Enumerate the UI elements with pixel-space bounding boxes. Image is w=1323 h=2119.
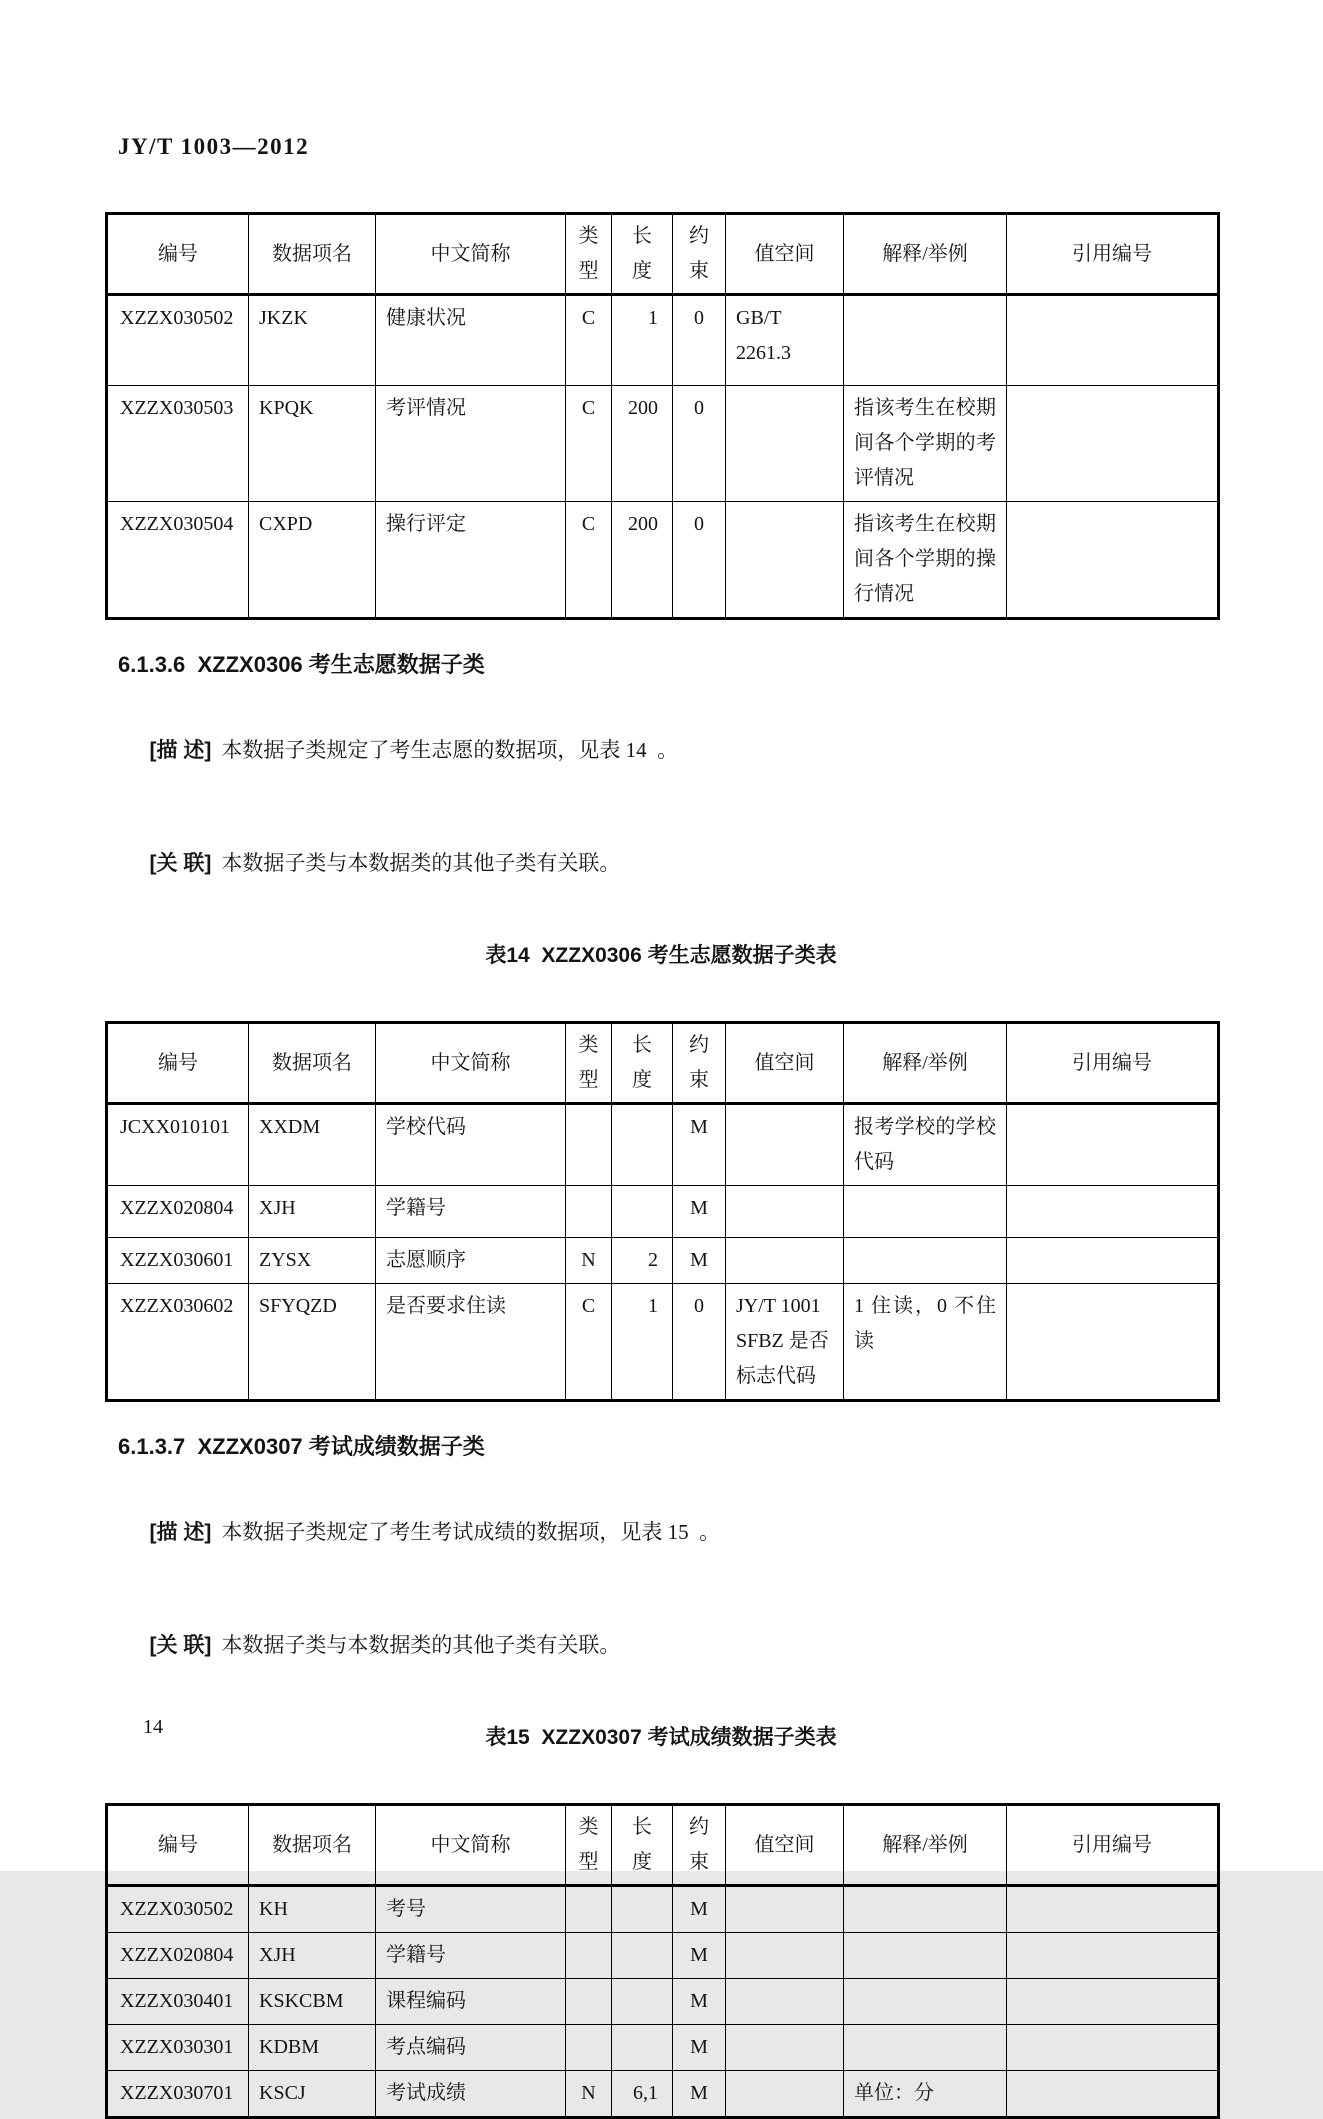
table-cell: 学籍号	[376, 1186, 566, 1238]
table-cell: 健康状况	[376, 295, 566, 386]
table-cell: C	[566, 295, 612, 386]
column-header: 约束	[673, 214, 726, 295]
table-cell	[844, 295, 1007, 386]
table-cell: 报考学校的学校代码	[844, 1104, 1007, 1186]
table-cell	[612, 1186, 673, 1238]
table-cell: JKZK	[249, 295, 376, 386]
table-cell: JCXX010101	[107, 1104, 249, 1186]
section-heading-6-1-3-6: 6.1.3.6 XZZX0306 考生志愿数据子类	[118, 652, 485, 677]
table-cell	[1007, 1104, 1219, 1186]
description-paragraph	[118, 697, 1217, 804]
column-header: 类型	[566, 1023, 612, 1104]
table-cell	[726, 1979, 844, 2025]
table-cell: XZZX030401	[107, 1979, 249, 2025]
table-row	[107, 2071, 1219, 2118]
table-cell	[612, 1933, 673, 1979]
table-row	[107, 1979, 1219, 2025]
table-cell: M	[673, 1886, 726, 1933]
table-15-title: 表15 XZZX0307 考试成绩数据子类表	[485, 1726, 837, 1750]
table-15	[105, 1803, 1220, 2119]
column-header: 值空间	[726, 1805, 844, 1886]
table-cell	[1007, 1186, 1219, 1238]
table-header-row	[107, 214, 1219, 295]
table-header-row	[107, 1023, 1219, 1104]
table-cell	[1007, 1979, 1219, 2025]
table-cell: ZYSX	[249, 1238, 376, 1284]
table-cell	[726, 1104, 844, 1186]
table-cell	[1007, 1933, 1219, 1979]
table-cell	[1007, 1284, 1219, 1401]
column-header: 长度	[612, 214, 673, 295]
table-cell	[1007, 2025, 1219, 2071]
table-cell	[726, 2025, 844, 2071]
table-cell	[1007, 1886, 1219, 1933]
table-cell	[844, 1238, 1007, 1284]
table-cell: 1	[612, 1284, 673, 1401]
table-cell	[844, 1886, 1007, 1933]
description-text: 本数据子类规定了考生考试成绩的数据项，见表 15 。	[221, 1519, 721, 1544]
table-cell: CXPD	[249, 502, 376, 619]
column-header: 中文简称	[376, 1023, 566, 1104]
table-cell	[1007, 295, 1219, 386]
table-14	[105, 1021, 1220, 1402]
table-cell: KSCJ	[249, 2071, 376, 2118]
table-cell	[612, 1104, 673, 1186]
table-cell	[726, 1238, 844, 1284]
table-cell: 考试成绩	[376, 2071, 566, 2118]
table-cell: XZZX030503	[107, 386, 249, 502]
table-row	[107, 295, 1219, 386]
column-header: 中文简称	[376, 1805, 566, 1886]
relation-label: [关 联]	[149, 851, 212, 875]
table-cell: C	[566, 502, 612, 619]
table-cell	[1007, 386, 1219, 502]
column-header: 值空间	[726, 214, 844, 295]
table-cell: 单位：分	[844, 2071, 1007, 2118]
table-row	[107, 1284, 1219, 1401]
column-header: 引用编号	[1007, 1805, 1219, 1886]
table-cell: XJH	[249, 1933, 376, 1979]
column-header: 引用编号	[1007, 214, 1219, 295]
column-header: 数据项名	[249, 1023, 376, 1104]
table-cell: 考评情况	[376, 386, 566, 502]
column-header: 编号	[107, 1805, 249, 1886]
table-cell: M	[673, 1238, 726, 1284]
table-cell	[726, 1186, 844, 1238]
description-label: [描 述]	[149, 1520, 212, 1544]
table-cell: M	[673, 1933, 726, 1979]
table-cell: XJH	[249, 1186, 376, 1238]
table-cell: N	[566, 2071, 612, 2118]
page-content	[105, 0, 1217, 2119]
table-cell: 是否要求住读	[376, 1284, 566, 1401]
table-cell	[726, 386, 844, 502]
table-cell: 课程编码	[376, 1979, 566, 2025]
table-cell: 1 住读，0 不住读	[844, 1284, 1007, 1401]
table-cell: XZZX030601	[107, 1238, 249, 1284]
table-cell	[566, 1186, 612, 1238]
table-cell: XZZX030504	[107, 502, 249, 619]
table-row	[107, 1104, 1219, 1186]
table-cell: 0	[673, 502, 726, 619]
table-cell	[566, 1104, 612, 1186]
table-13-continued	[105, 212, 1220, 620]
column-header: 数据项名	[249, 1805, 376, 1886]
table-cell: 学籍号	[376, 1933, 566, 1979]
table-cell: 指该考生在校期间各个学期的操行情况	[844, 502, 1007, 619]
table-cell	[566, 1933, 612, 1979]
table-cell	[726, 1886, 844, 1933]
table-cell	[1007, 502, 1219, 619]
table-cell	[1007, 2071, 1219, 2118]
column-header: 解释/举例	[844, 1023, 1007, 1104]
column-header: 长度	[612, 1023, 673, 1104]
description-label: [描 述]	[149, 738, 212, 762]
table-cell: N	[566, 1238, 612, 1284]
table-cell: 考号	[376, 1886, 566, 1933]
table-cell	[726, 2071, 844, 2118]
table-cell: 0	[673, 386, 726, 502]
table-cell	[726, 502, 844, 619]
table-cell	[844, 1933, 1007, 1979]
column-header: 约束	[673, 1805, 726, 1886]
description-paragraph	[118, 1479, 1217, 1586]
table-cell: 6,1	[612, 2071, 673, 2118]
table-header-row	[107, 1805, 1219, 1886]
table-cell: KH	[249, 1886, 376, 1933]
column-header: 值空间	[726, 1023, 844, 1104]
table-cell: KSKCBM	[249, 1979, 376, 2025]
table-cell: 0	[673, 1284, 726, 1401]
relation-label: [关 联]	[149, 1633, 212, 1657]
table-cell	[844, 1979, 1007, 2025]
table-cell	[612, 1979, 673, 2025]
table-cell: 200	[612, 502, 673, 619]
table-row	[107, 2025, 1219, 2071]
relation-text: 本数据子类与本数据类的其他子类有关联。	[221, 850, 621, 875]
table-cell: XZZX030301	[107, 2025, 249, 2071]
table-cell: XZZX030701	[107, 2071, 249, 2118]
relation-paragraph	[118, 810, 1217, 917]
table-cell: 考点编码	[376, 2025, 566, 2071]
table-cell	[566, 1886, 612, 1933]
doc-code: JY/T 1003—2012	[118, 134, 310, 159]
table-cell: M	[673, 1186, 726, 1238]
table-cell: XZZX020804	[107, 1186, 249, 1238]
table-cell	[566, 2025, 612, 2071]
table-cell: XZZX030602	[107, 1284, 249, 1401]
table-row	[107, 1186, 1219, 1238]
relation-paragraph	[118, 1592, 1217, 1699]
table-row	[107, 1933, 1219, 1979]
table-cell	[844, 2025, 1007, 2071]
table-body	[107, 295, 1219, 619]
column-header: 编号	[107, 214, 249, 295]
table-cell: M	[673, 2071, 726, 2118]
table-cell: 1	[612, 295, 673, 386]
table-cell: 0	[673, 295, 726, 386]
table-cell: JY/T 1001 SFBZ 是否标志代码	[726, 1284, 844, 1401]
column-header: 中文简称	[376, 214, 566, 295]
table-cell: 2	[612, 1238, 673, 1284]
table-cell: C	[566, 386, 612, 502]
table-cell: 学校代码	[376, 1104, 566, 1186]
table-cell: 200	[612, 386, 673, 502]
table-body	[107, 1886, 1219, 2118]
table-cell: GB/T 2261.3	[726, 295, 844, 386]
column-header: 长度	[612, 1805, 673, 1886]
table-cell: XXDM	[249, 1104, 376, 1186]
table-row	[107, 386, 1219, 502]
section-heading-6-1-3-7: 6.1.3.7 XZZX0307 考试成绩数据子类	[118, 1434, 485, 1460]
description-text: 本数据子类规定了考生志愿的数据项，见表 14 。	[221, 737, 679, 762]
table-cell: 操行评定	[376, 502, 566, 619]
column-header: 类型	[566, 214, 612, 295]
table-cell: M	[673, 1104, 726, 1186]
table-cell: XZZX020804	[107, 1933, 249, 1979]
page-number: 14	[143, 1716, 163, 1738]
relation-text: 本数据子类与本数据类的其他子类有关联。	[221, 1632, 621, 1657]
column-header: 数据项名	[249, 214, 376, 295]
column-header: 约束	[673, 1023, 726, 1104]
table-cell: 指该考生在校期间各个学期的考评情况	[844, 386, 1007, 502]
table-cell: C	[566, 1284, 612, 1401]
table-row	[107, 1886, 1219, 1933]
column-header: 解释/举例	[844, 214, 1007, 295]
column-header: 解释/举例	[844, 1805, 1007, 1886]
table-cell	[566, 1979, 612, 2025]
column-header: 引用编号	[1007, 1023, 1219, 1104]
column-header: 编号	[107, 1023, 249, 1104]
table-cell: KPQK	[249, 386, 376, 502]
table-cell: XZZX030502	[107, 1886, 249, 1933]
table-14-title: 表14 XZZX0306 考生志愿数据子类表	[485, 944, 837, 968]
table-row	[107, 1238, 1219, 1284]
table-cell	[726, 1933, 844, 1979]
table-cell: KDBM	[249, 2025, 376, 2071]
table-row	[107, 502, 1219, 619]
table-cell: M	[673, 1979, 726, 2025]
table-body	[107, 1104, 1219, 1401]
table-cell: 志愿顺序	[376, 1238, 566, 1284]
column-header: 类型	[566, 1805, 612, 1886]
table-cell	[1007, 1238, 1219, 1284]
table-cell: SFYQZD	[249, 1284, 376, 1401]
table-cell: M	[673, 2025, 726, 2071]
table-cell	[612, 1886, 673, 1933]
table-cell: XZZX030502	[107, 295, 249, 386]
table-cell	[612, 2025, 673, 2071]
table-cell	[844, 1186, 1007, 1238]
